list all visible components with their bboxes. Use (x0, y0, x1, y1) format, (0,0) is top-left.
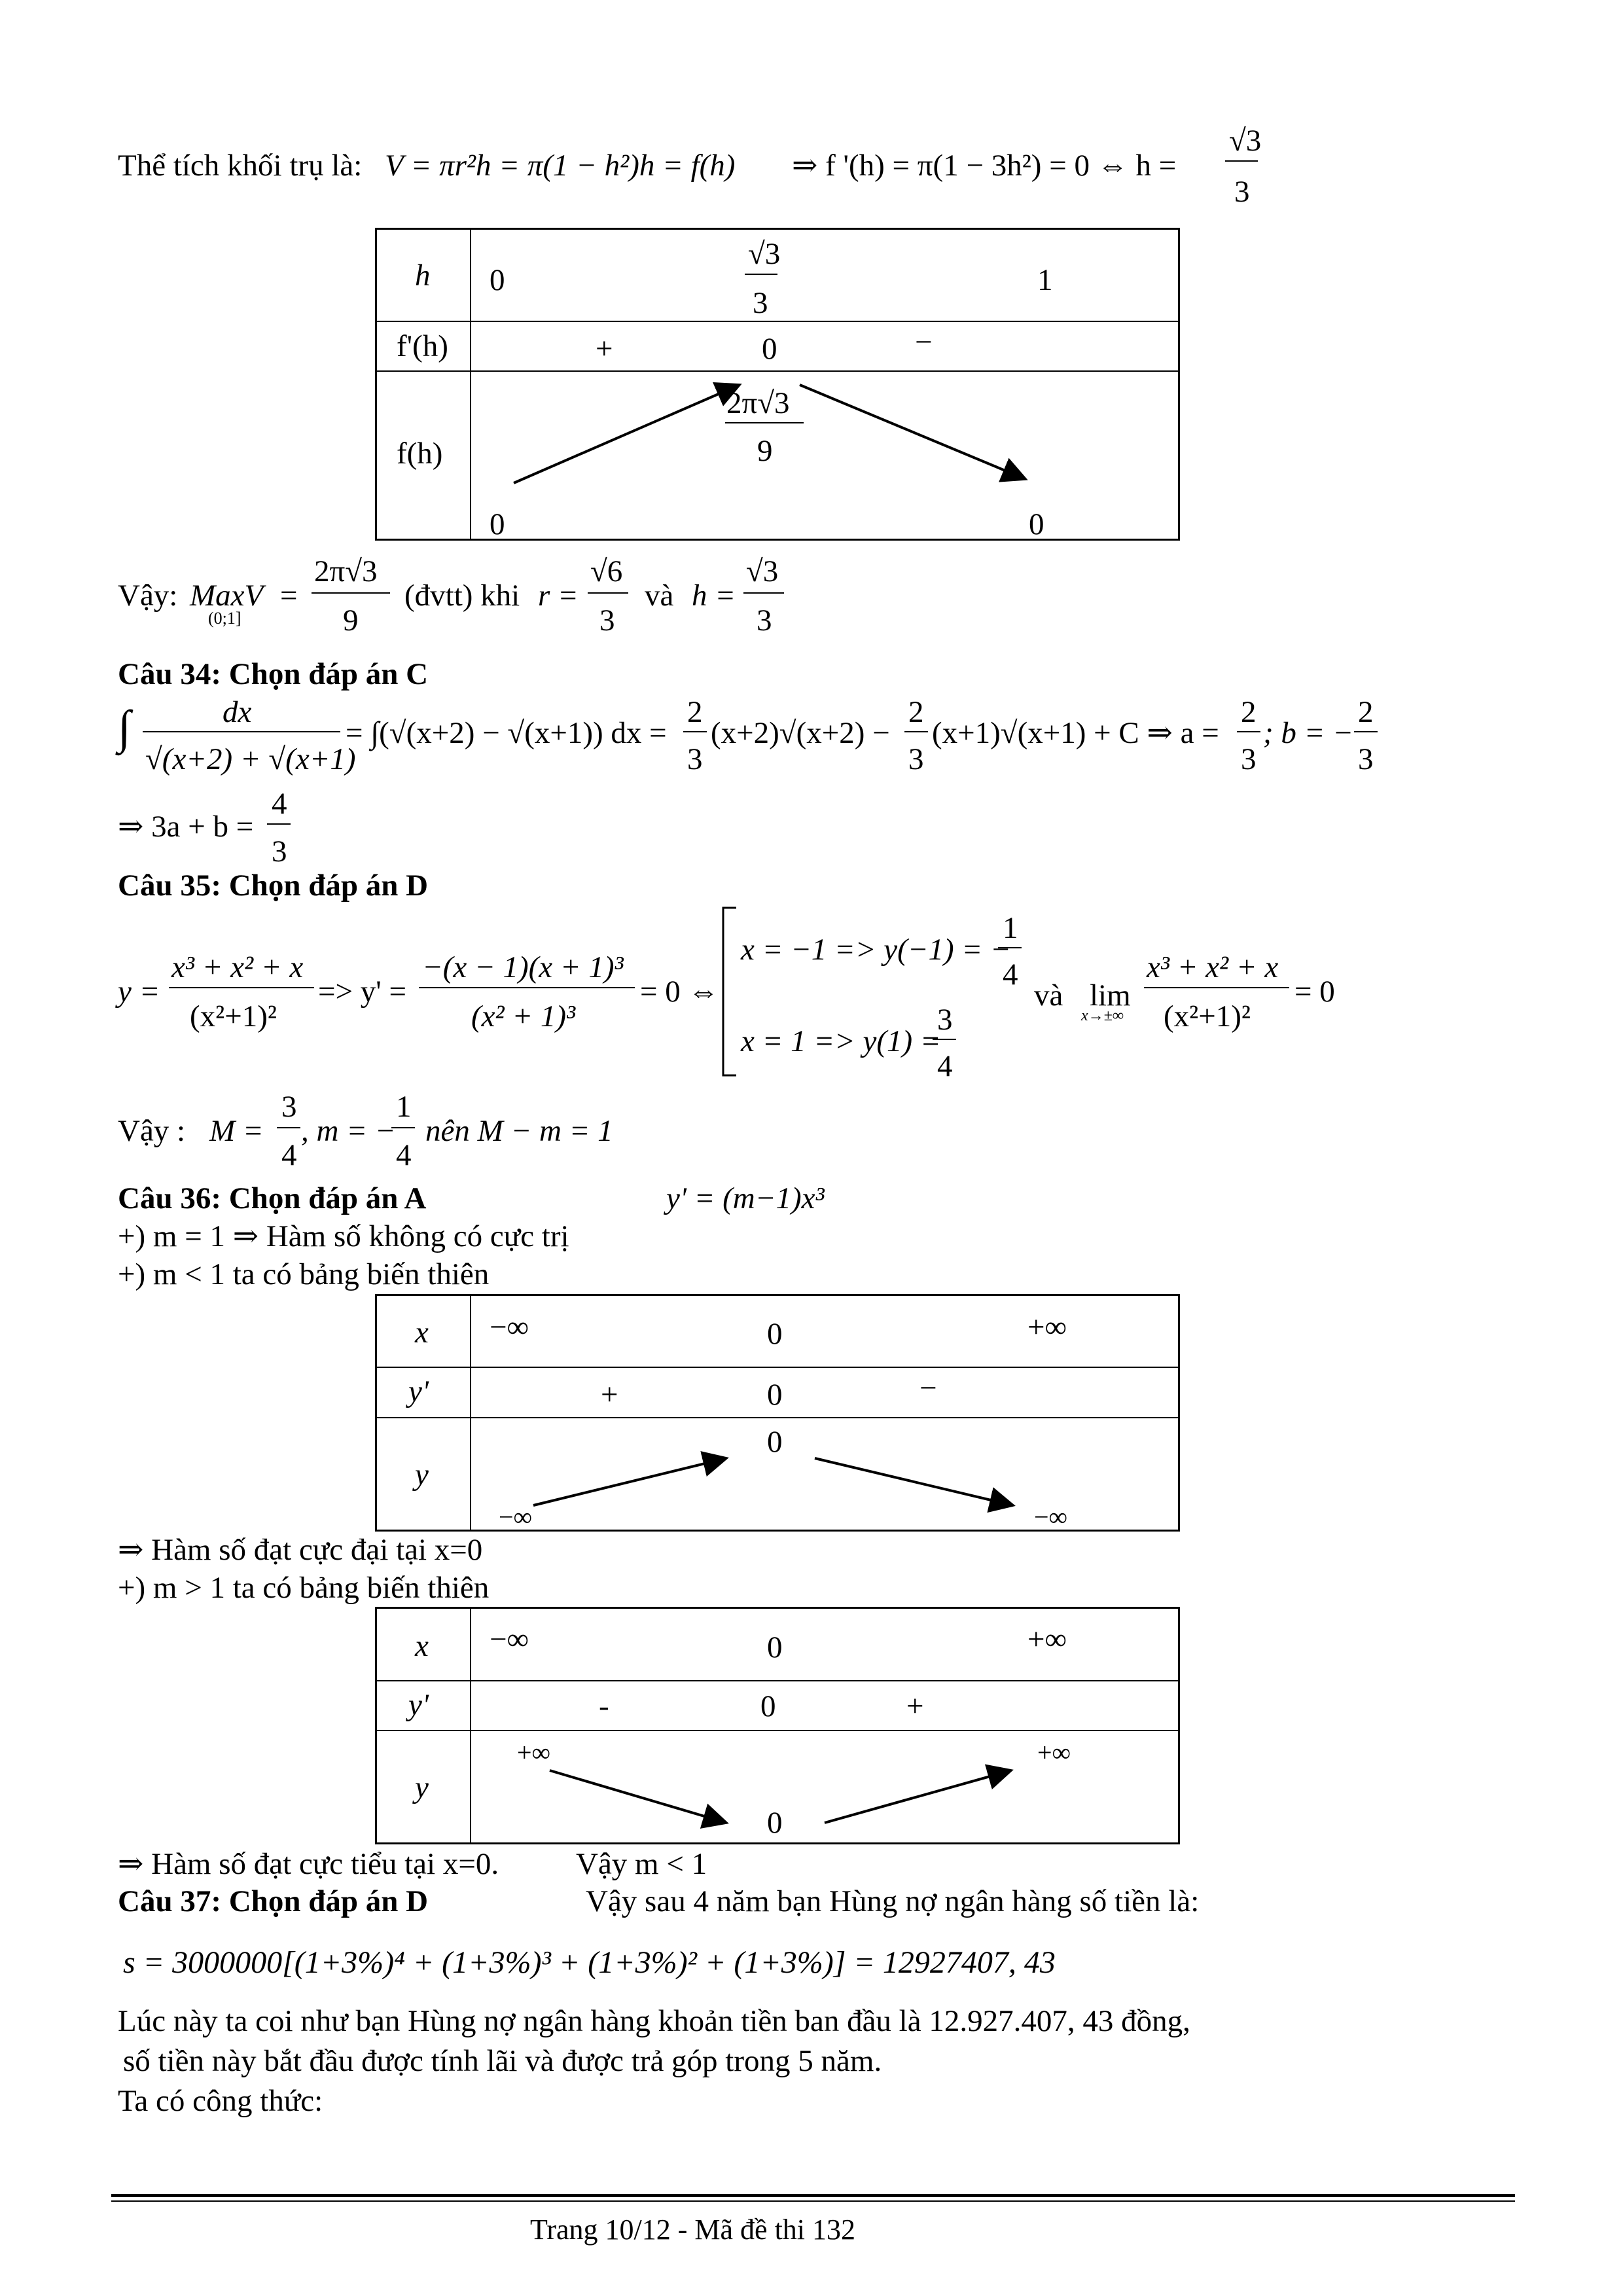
footer-rule-thick (111, 2194, 1515, 2197)
q35-case2-den: 4 (937, 1049, 953, 1083)
t3-decreasing-arrow (550, 1770, 726, 1823)
q34-integral-numerator: dx (223, 695, 252, 729)
f-peak-denominator: 9 (757, 434, 773, 468)
q34-integral-denominator: √(x+2) + √(x+1) (145, 742, 356, 776)
q35-lim-denominator: (x²+1)² (1164, 999, 1251, 1033)
q36-derivative: y' = (m−1)x³ (666, 1181, 825, 1215)
max-numerator: 2π√3 (314, 554, 378, 588)
q36-case-m1: +) m = 1 ⇒ Hàm số không có cực trị (118, 1219, 569, 1253)
derivative-formula: ⇒ f '(h) = π(1 − 3h²) = 0 ⇔ h = (792, 149, 1177, 183)
volume-formula: V = πr²h = π(1 − h²)h = f(h) (385, 149, 736, 183)
q35-case1: x = −1 => y(−1) = − (741, 933, 1011, 967)
t3-x-end: +∞ (1027, 1623, 1067, 1657)
q34-term2: (x+1)√(x+1) + C ⇒ a = (932, 716, 1219, 750)
q37-para2: số tiền này bắt đầu được tính lãi và được trả góp trong 5 năm. (123, 2044, 882, 2078)
t3-row-label-y: y (415, 1770, 429, 1804)
q34-result-lhs: ⇒ 3a + b = (118, 810, 254, 844)
h-value-numerator: √3 (1229, 124, 1262, 158)
t2-row-label-yp: y' (408, 1374, 429, 1408)
q37-title: Câu 37: Chọn đáp án D (118, 1884, 429, 1918)
t2-x-mid: 0 (767, 1317, 783, 1351)
h-mid-denominator: 3 (753, 286, 768, 320)
t2-yp-plus: + (601, 1378, 618, 1412)
h-mid-numerator: √3 (748, 237, 781, 271)
t3-x-start: −∞ (490, 1623, 529, 1657)
t3-y-end: +∞ (1037, 1738, 1071, 1767)
f-start-value: 0 (490, 507, 505, 541)
t2-yp-zero: 0 (767, 1378, 783, 1412)
q36-result2-end: Vậy m < 1 (576, 1847, 707, 1881)
f-peak-numerator: 2π√3 (726, 386, 790, 420)
h-start-value: 0 (490, 263, 505, 297)
q34-result-num: 4 (272, 787, 287, 821)
q36-result2: ⇒ Hàm số đạt cực tiểu tại x=0. (118, 1847, 499, 1881)
q35-and-text: và (1034, 978, 1063, 1013)
max-denominator: 9 (343, 603, 359, 637)
q35-m-small: , m = − (301, 1114, 396, 1148)
t2-y-start: −∞ (499, 1502, 533, 1532)
h-end-value: 1 (1037, 263, 1053, 297)
q35-case1-den: 4 (1003, 958, 1018, 992)
fprime-sign-plus: + (596, 332, 613, 366)
q37-para1: Lúc này ta coi như bạn Hùng nợ ngân hàng khoản tiền ban đầu là 12.927.407, 43 đồng, (118, 2004, 1190, 2038)
r-numerator: √6 (590, 554, 623, 588)
q34-b-den: 3 (1358, 742, 1374, 776)
fprime-zero: 0 (762, 332, 777, 366)
unit-text: (đvtt) khi (404, 579, 520, 613)
h-denominator: 3 (757, 603, 772, 637)
f-end-value: 0 (1029, 507, 1044, 541)
q34-a-num: 2 (1241, 695, 1257, 729)
t3-y-mid: 0 (767, 1806, 783, 1840)
q35-y-denominator: (x²+1)² (190, 999, 277, 1033)
h-value-denominator: 3 (1234, 175, 1250, 209)
q36-case-gt: +) m > 1 ta có bảng biến thiên (118, 1571, 490, 1605)
q35-m-big: M = (209, 1114, 264, 1148)
max-subscript: (0;1] (208, 609, 241, 628)
h-label: h = (692, 579, 736, 613)
row-label-h: h (415, 259, 431, 293)
and-text: và (645, 579, 674, 613)
row-label-f: f(h) (397, 437, 443, 471)
q34-integral-rhs: = ∫(√(x+2) − √(x+1)) dx = (346, 716, 667, 750)
q34-b-label: ; b = − (1263, 716, 1353, 750)
q35-m-small-num: 1 (396, 1090, 412, 1124)
q35-implies: => y' = (318, 975, 406, 1009)
q35-case2-num: 3 (937, 1003, 953, 1037)
t2-yp-minus: − (919, 1371, 937, 1405)
q34-frac2-den: 3 (908, 742, 924, 776)
t3-x-mid: 0 (767, 1630, 783, 1664)
q34-frac2-num: 2 (908, 695, 924, 729)
q35-m-big-num: 3 (281, 1090, 297, 1124)
q35-conclusion-end: nên M − m = 1 (425, 1114, 613, 1148)
t3-yp-minus: - (599, 1689, 609, 1723)
q37-intro: Vậy sau 4 năm bạn Hùng nợ ngân hàng số tiền là: (586, 1884, 1200, 1918)
q34-frac1-num: 2 (687, 695, 703, 729)
t3-y-start: +∞ (517, 1738, 551, 1767)
h-numerator: √3 (746, 554, 779, 588)
t3-yp-zero: 0 (760, 1689, 776, 1723)
equals-sign: = (280, 579, 298, 613)
q34-a-den: 3 (1241, 742, 1257, 776)
q35-yp-denominator: (x² + 1)³ (471, 999, 576, 1033)
cylinder-intro: Thể tích khối trụ là: (118, 149, 363, 183)
q34-frac1-den: 3 (687, 742, 703, 776)
q35-case2: x = 1 => y(1) = (741, 1024, 941, 1058)
q35-lim-numerator: x³ + x² + x (1147, 950, 1279, 984)
q35-title: Câu 35: Chọn đáp án D (118, 869, 429, 903)
fprime-sign-minus: − (915, 325, 933, 359)
integral-sign-icon: ∫ (118, 701, 131, 753)
q35-y-numerator: x³ + x² + x (171, 950, 304, 984)
r-label: r = (538, 579, 579, 613)
t3-yp-plus: + (906, 1689, 924, 1723)
t2-x-start: −∞ (490, 1310, 529, 1344)
q35-conclusion-prefix: Vậy : (118, 1114, 186, 1148)
q34-title: Câu 34: Chọn đáp án C (118, 657, 429, 691)
max-label: MaxV (190, 579, 264, 613)
q35-eq-zero: = 0 ⇔ (640, 975, 719, 1009)
q35-lim-label: lim (1090, 978, 1131, 1013)
q35-m-big-den: 4 (281, 1138, 297, 1172)
q35-case1-num: 1 (1003, 911, 1018, 945)
q36-case-lt: +) m < 1 ta có bảng biến thiên (118, 1257, 490, 1291)
q35-yp-numerator: −(x − 1)(x + 1)³ (422, 950, 624, 984)
q37-para3: Ta có công thức: (118, 2084, 323, 2118)
t3-increasing-arrow (825, 1770, 1011, 1823)
footer-rule-thin (111, 2200, 1515, 2202)
t2-row-label-x: x (415, 1316, 429, 1350)
q35-y-label: y = (118, 975, 160, 1009)
q35-lim-subscript: x→±∞ (1081, 1007, 1124, 1024)
conclusion-prefix: Vậy: (118, 579, 178, 613)
t3-row-label-yp: y' (408, 1688, 429, 1722)
q36-title: Câu 36: Chọn đáp án A (118, 1181, 427, 1215)
q34-term1: (x+2)√(x+2) − (711, 716, 890, 750)
t2-row-label-y: y (415, 1458, 429, 1492)
q37-formula: s = 3000000[(1+3%)⁴ + (1+3%)³ + (1+3%)² + (1+3%)] = 12927407, 43 (123, 1945, 1056, 1980)
footer-page-info: Trang 10/12 - Mã đề thi 132 (530, 2214, 856, 2246)
t3-row-label-x: x (415, 1629, 429, 1663)
row-label-fprime: f'(h) (397, 329, 448, 363)
t2-x-end: +∞ (1027, 1310, 1067, 1344)
q34-b-num: 2 (1358, 695, 1374, 729)
q35-m-small-den: 4 (396, 1138, 412, 1172)
q34-result-den: 3 (272, 834, 287, 869)
q36-result1: ⇒ Hàm số đạt cực đại tại x=0 (118, 1533, 483, 1567)
t2-y-mid: 0 (767, 1425, 783, 1459)
q35-lim-eq: = 0 (1294, 975, 1335, 1009)
r-denominator: 3 (599, 603, 615, 637)
t2-y-end: −∞ (1034, 1502, 1068, 1532)
